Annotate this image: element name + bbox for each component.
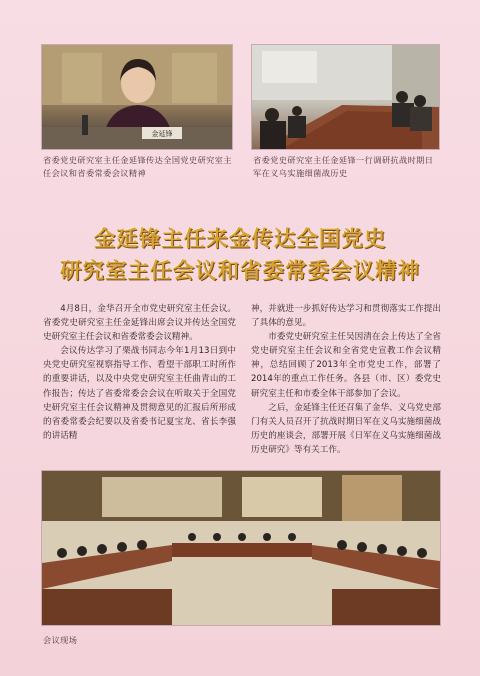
article-left-column	[43, 302, 236, 443]
meeting-photo-illustration	[252, 45, 439, 149]
article-paragraph-continuation: 神，并就进一步抓好传达学习和贯彻落实工作提出了具体的意见。	[251, 304, 441, 329]
nameplate-text: 金延锋	[151, 130, 173, 138]
article-title-line2: 研究室主任会议和省委常委会议精神	[59, 259, 420, 284]
meeting-room-illustration	[42, 471, 440, 625]
photo2-caption: 省委党史研究室主任金延锋一行调研抗战时期日军在义乌实施细菌战历史	[253, 155, 434, 178]
photo-meeting-room	[41, 470, 441, 626]
article-paragraph: 市委党史研究室主任吴因清在会上传达了全省党史研究室主任会议和全省党史宣教工作会议精神，总结回顾了2013年全市党史工作，部署了2014年的重点工作任务。各县（市、区）委党史研究室主任和市委全体干部参加了会议。	[251, 332, 441, 399]
photo-speaker	[41, 44, 233, 150]
article-paragraph: 之后，金延锋主任还召集了金华、义乌党史部门有关人员召开了抗战时期日军在义乌实施细菌战历史的座谈会，部署开展《日军在义乌实施细菌战历史研究》等有关工作。	[251, 402, 441, 455]
photo-meeting-table	[251, 44, 440, 150]
article-title-line1: 金延锋主任来金传达全国党史	[93, 227, 387, 252]
article-right-column	[251, 302, 441, 457]
article-paragraph: 4月8日，金华召开全市党史研究室主任会议。省委党史研究室主任金延锋出席会议并传达全国党史研究室主任会议和省委常委会议精神。	[43, 304, 236, 343]
photo1-caption: 省委党史研究室主任金延锋传达全国党史研究室主任会议和省委常委会议精神	[43, 155, 232, 178]
photo3-caption: 会议现场	[43, 635, 78, 645]
speaker-photo-illustration	[42, 45, 232, 149]
article-paragraph: 会议传达学习了栗战书同志今年1月13日到中央党史研究室视察指导工作、看望干部职工时所作的重要讲话，以及中央党史研究室主任曲青山的工作报告；传达了省委常委会会议在听取关于全国党史研究室主任会议精神及贯彻意见的汇报后所形成的省委常委会纪要以及省委书记夏宝龙、省长李强的讲话精	[43, 346, 236, 441]
